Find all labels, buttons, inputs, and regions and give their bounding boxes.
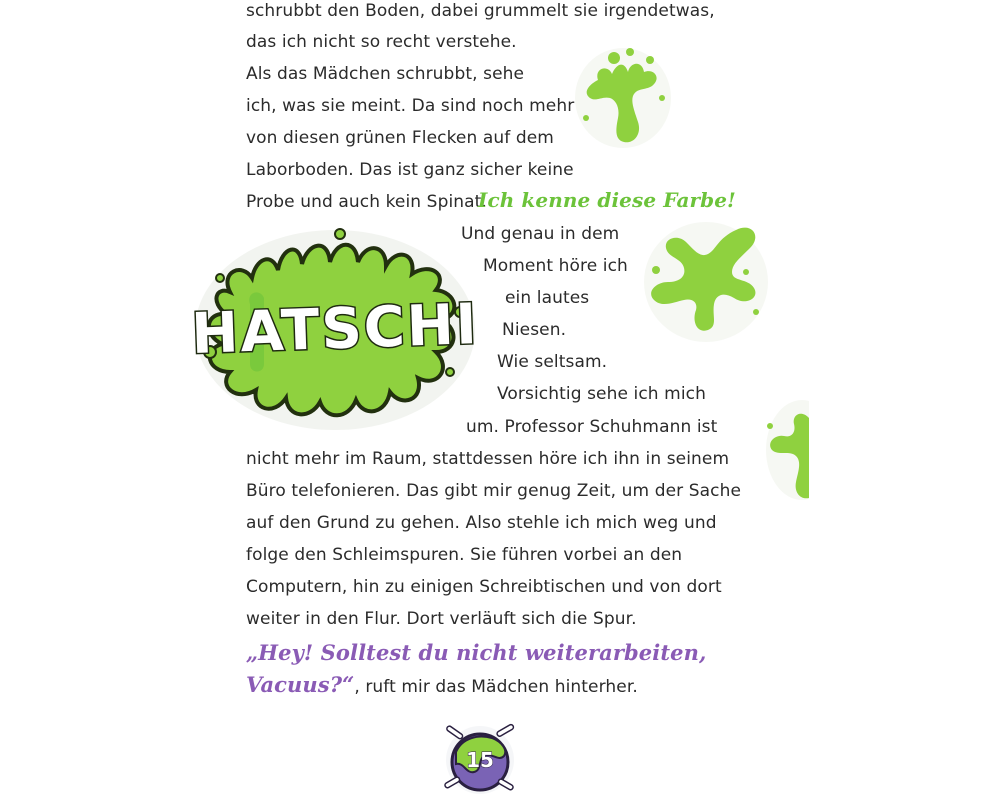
text-line: auf den Grund zu gehen. Also stehle ich mich weg und xyxy=(246,513,717,533)
text-line: ein lautes xyxy=(505,288,590,308)
text-line: Niesen. xyxy=(502,320,567,340)
text-line: Büro telefonieren. Das gibt mir genug Zeit, um der Sache xyxy=(246,481,742,501)
text-line: Vorsichtig sehe ich mich xyxy=(497,384,706,404)
text-line: Als das Mädchen schrubbt, sehe xyxy=(246,64,525,84)
text-line: ich, was sie meint. Da sind noch mehr xyxy=(246,96,575,116)
page-number-badge xyxy=(438,722,522,798)
page-number: 15 xyxy=(466,748,494,772)
quote-text: „Hey! Solltest du nicht weiterarbeiten, xyxy=(246,640,707,665)
quote-line-2 xyxy=(246,674,638,698)
text-line: um. Professor Schuhmann ist xyxy=(466,417,718,437)
hatschi-illustration xyxy=(190,222,480,437)
text-line: Probe und auch kein Spinat. xyxy=(246,192,487,212)
text-line: das ich nicht so recht verstehe. xyxy=(246,32,517,52)
text-line: schrubbt den Boden, dabei grummelt sie irgendetwas, xyxy=(246,1,715,21)
quote-name: Vacuus?“ xyxy=(246,672,355,697)
text-line: Laborboden. Das ist ganz sicher keine xyxy=(246,160,574,180)
text-line: Moment höre ich xyxy=(483,256,628,276)
quote-tail: , ruft mir das Mädchen hinterher. xyxy=(354,677,638,697)
text-line: Und genau in dem xyxy=(461,224,620,244)
slime-splat-icon xyxy=(762,396,809,504)
sneeze-word: HATSCHI xyxy=(190,292,480,367)
slime-splat-icon xyxy=(568,38,678,153)
text-line: Wie seltsam. xyxy=(497,352,608,372)
text-line: nicht mehr im Raum, stattdessen höre ich ihn in seinem xyxy=(246,449,730,469)
highlight-green-text: Ich kenne diese Farbe! xyxy=(478,188,736,212)
text-line: folge den Schleimspuren. Sie führen vorbei an den xyxy=(246,545,683,565)
text-line: von diesen grünen Flecken auf dem xyxy=(246,128,554,148)
text-line: weiter in den Flur. Dort verläuft sich die Spur. xyxy=(246,609,637,629)
slime-splat-icon xyxy=(636,212,771,347)
text-line: Computern, hin zu einigen Schreibtischen und von dort xyxy=(246,577,722,597)
